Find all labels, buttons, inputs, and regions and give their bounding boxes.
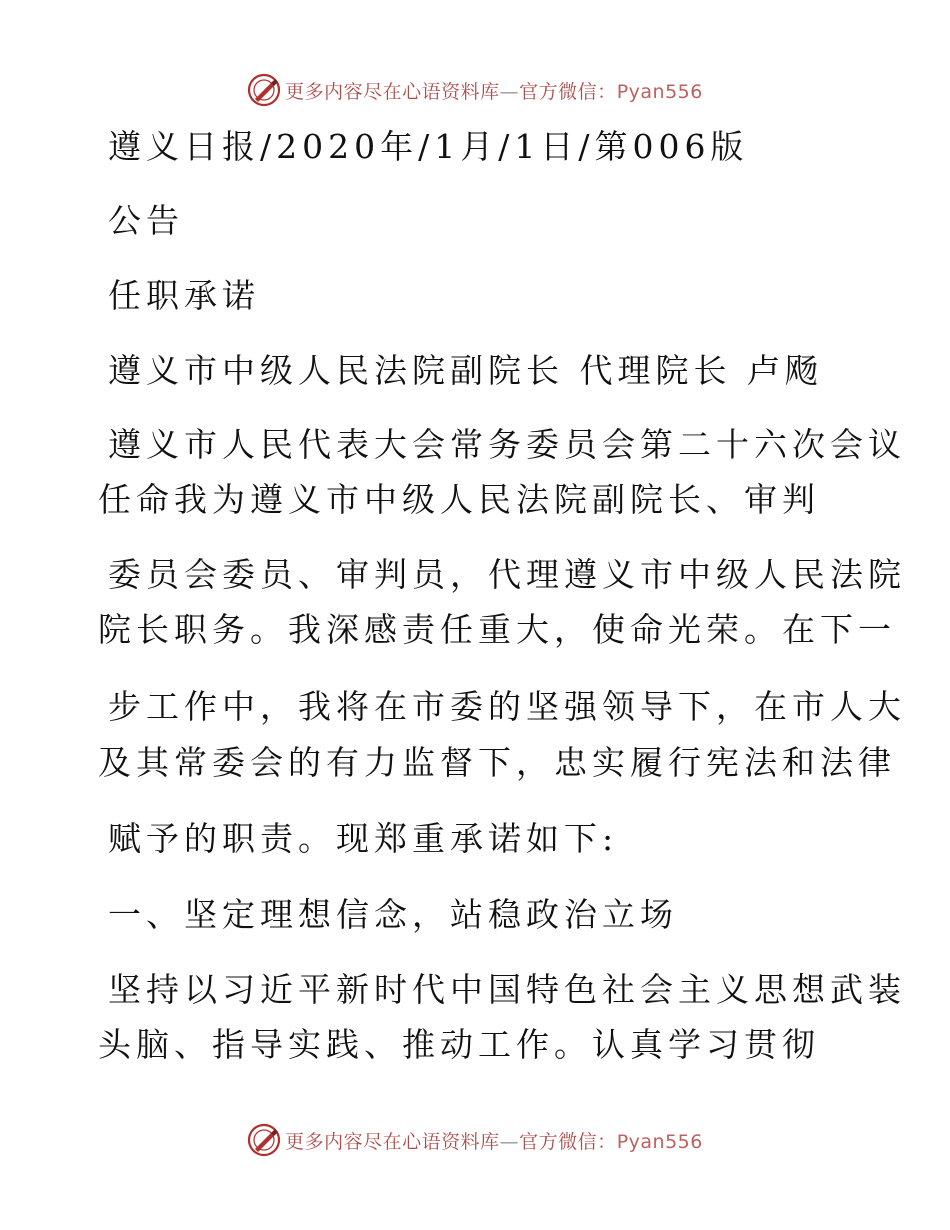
watermark-text <box>285 1127 703 1154</box>
watermark-dash: — <box>499 1130 520 1153</box>
watermark-account-label: 官方微信： <box>519 80 617 103</box>
watermark-header <box>0 70 950 110</box>
document-source-line: 遵义日报/2020年/1月/1日/第006版 <box>108 127 749 166</box>
paragraph-line: 及其常委会的有力监督下，忠实履行宪法和法律 <box>98 743 896 782</box>
paragraph-line: 任命我为遵义市中级人民法院副院长、审判 <box>98 480 820 519</box>
watermark-account-label: 官方微信： <box>519 1130 617 1153</box>
paragraph-line: 遵义市人民代表大会常务委员会第二十六次会议 <box>108 425 906 464</box>
paragraph-line: 委员会委员、审判员，代理遵义市中级人民法院 <box>108 555 906 594</box>
paragraph-line: 赋予的职责。现郑重承诺如下: <box>108 819 619 858</box>
document-section-title: 公告 <box>108 201 184 240</box>
paragraph-line: 头脑、指导实践、推动工作。认真学习贯彻 <box>98 1025 820 1064</box>
watermark-dash: — <box>499 80 520 103</box>
watermark-main-text: 更多内容尽在心语资料库 <box>285 80 500 103</box>
watermark-main-text: 更多内容尽在心语资料库 <box>285 1130 500 1153</box>
pen-logo-icon <box>247 1123 281 1157</box>
document-subheading: 一、坚定理想信念，站稳政治立场 <box>108 895 678 934</box>
watermark-account: Pyan556 <box>616 1130 703 1153</box>
watermark-footer <box>0 1120 950 1160</box>
document-author-line: 遵义市中级人民法院副院长 代理院长 卢飏 <box>108 351 823 390</box>
watermark-account: Pyan556 <box>616 80 703 103</box>
paragraph-line: 院长职务。我深感责任重大，使命光荣。在下一 <box>98 610 896 649</box>
watermark-text <box>285 77 703 104</box>
document-heading: 任职承诺 <box>108 276 260 315</box>
paragraph-line: 步工作中，我将在市委的坚强领导下，在市人大 <box>108 687 906 726</box>
paragraph-line: 坚持以习近平新时代中国特色社会主义思想武装 <box>108 970 906 1009</box>
pen-logo-icon <box>247 73 281 107</box>
